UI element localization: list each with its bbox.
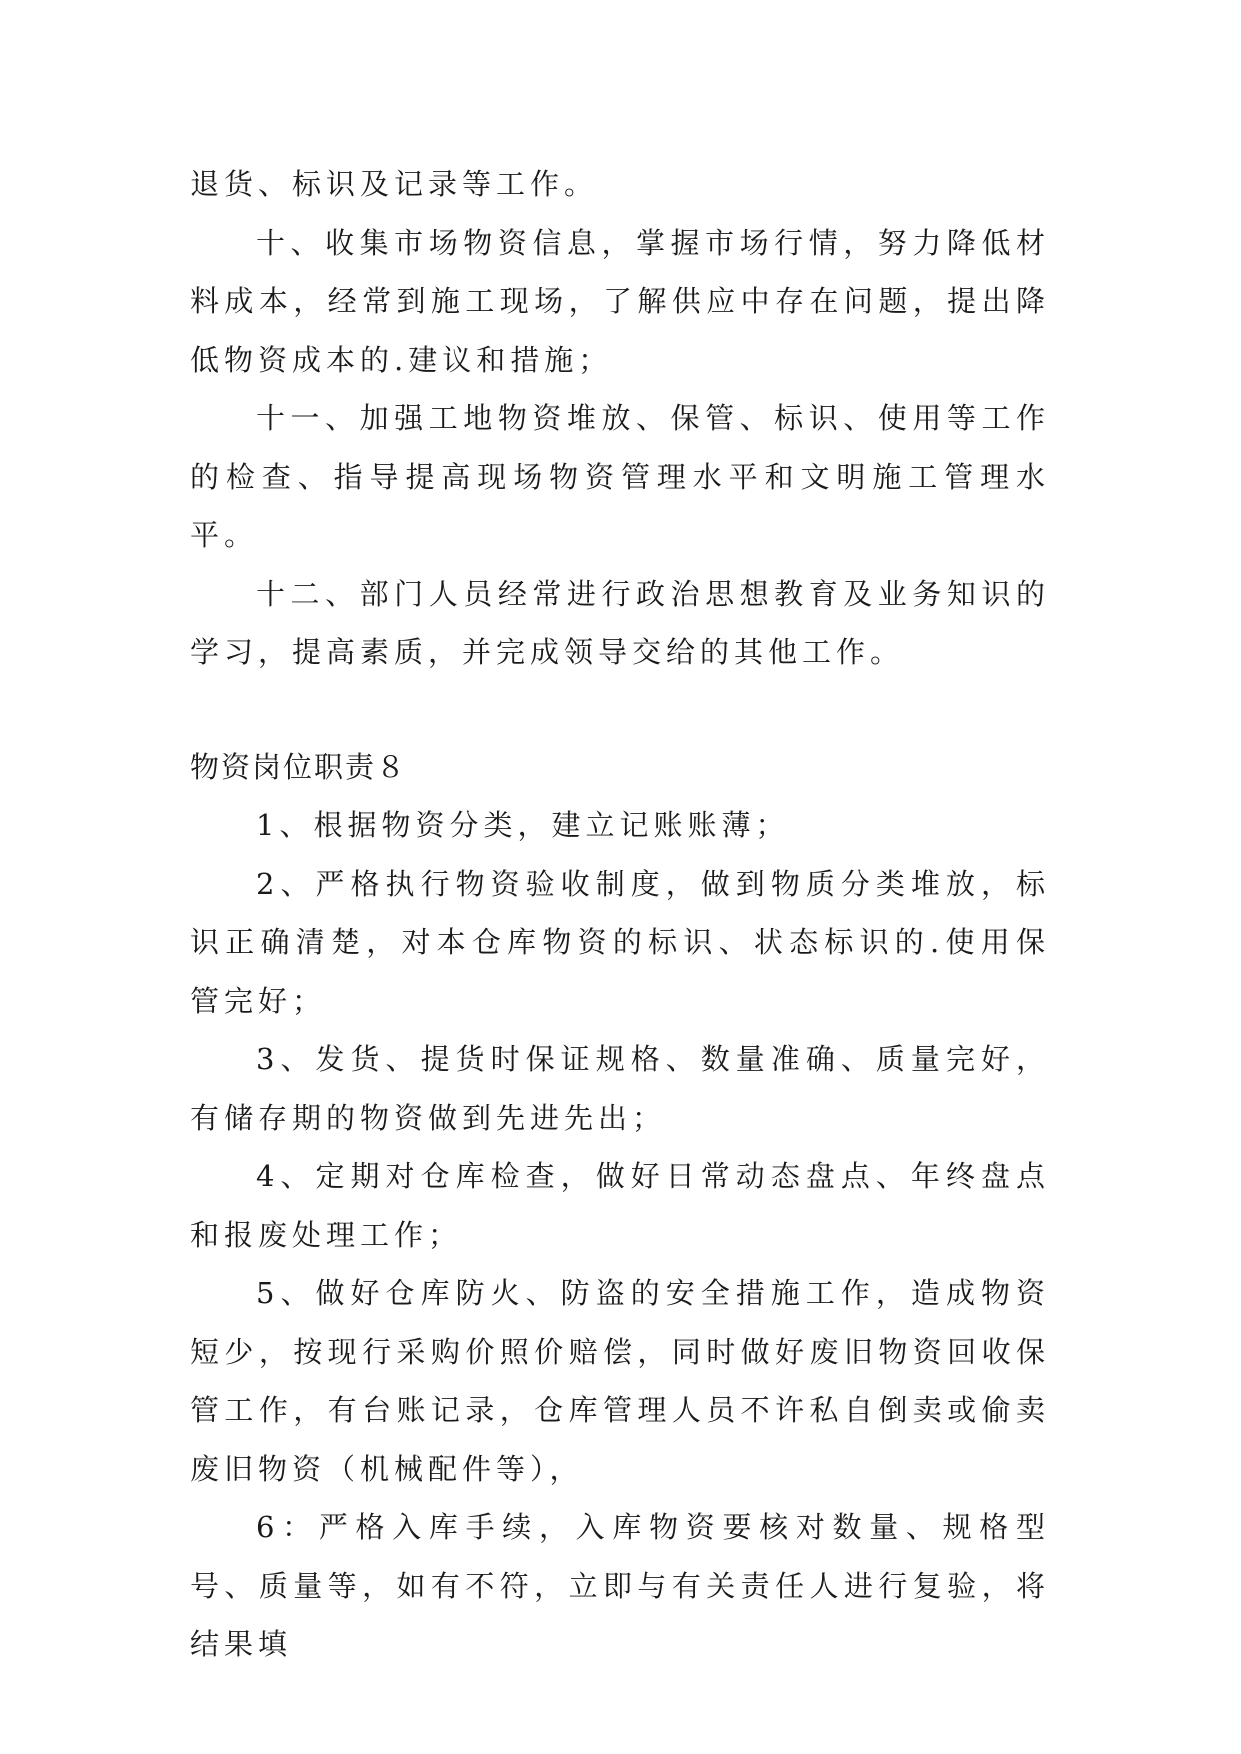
paragraph-item-12: 十二、部门人员经常进行政治思想教育及业务知识的学习，提高素质，并完成领导交给的其他工作。 bbox=[190, 576, 1050, 669]
document-page bbox=[190, 155, 1050, 1674]
duty-item-3: 3、发货、提货时保证规格、数量准确、质量完好，有储存期的物资做到先进先出； bbox=[190, 1042, 1050, 1135]
duty-item-5: 5、做好仓库防火、防盗的安全措施工作，造成物资短少，按现行采购价照价赔偿，同时做好废旧物资回收保管工作，有台账记录，仓库管理人员不许私自倒卖或偷卖废旧物资（机械配件等）， bbox=[190, 1276, 1050, 1486]
duty-item-2: 2、严格执行物资验收制度，做到物质分类堆放，标识正确清楚，对本仓库物资的标识、状态标识的.使用保管完好； bbox=[190, 866, 1050, 1018]
paragraph-item-10: 十、收集市场物资信息，掌握市场行情，努力降低材料成本，经常到施工现场，了解供应中存在问题，提出降低物资成本的.建议和措施； bbox=[190, 225, 1050, 377]
paragraph-item-11: 十一、加强工地物资堆放、保管、标识、使用等工作的检查、指导提高现场物资管理水平和文明施工管理水平。 bbox=[190, 401, 1050, 552]
paragraph-continuation: 退货、标识及记录等工作。 bbox=[190, 167, 599, 201]
duty-item-6: 6：严格入库手续，入库物资要核对数量、规格型号、质量等，如有不符，立即与有关责任人进行复验，将结果填 bbox=[190, 1510, 1050, 1661]
duty-item-4: 4、定期对仓库检查，做好日常动态盘点、年终盘点和报废处理工作； bbox=[190, 1159, 1050, 1252]
duty-item-1: 1、根据物资分类，建立记账账薄； bbox=[256, 808, 790, 842]
section-title: 物资岗位职责８ bbox=[190, 749, 408, 784]
